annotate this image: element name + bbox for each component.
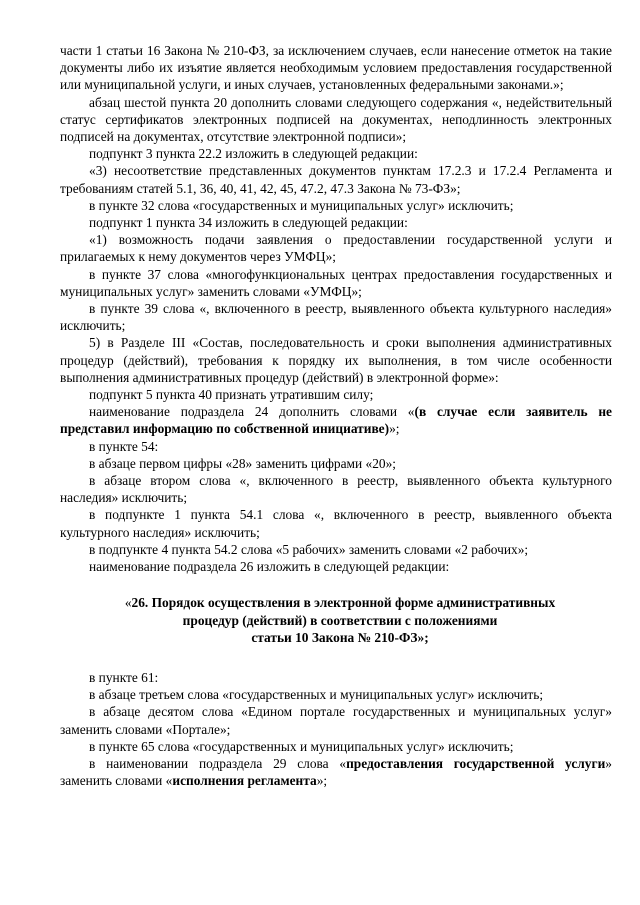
heading-line-1 [78, 594, 602, 611]
paragraph: в пункте 61: [89, 669, 159, 685]
paragraph: в пункте 37 слова «многофункциональных центрах предоставления государственных и муниципальных услуг» заменить словами «УМФЦ»; [60, 266, 612, 299]
heading-text: 26. Порядок осуществления в электронной форме административных [131, 595, 556, 611]
paragraph: подпункт 3 пункта 22.2 изложить в следующей редакции: [89, 146, 418, 162]
paragraph: в пункте 65 слова «государственных и муниципальных услуг» исключить; [89, 738, 514, 754]
bold-insert-text: (в случае если заявитель не представил информацию по собственной инициативе) [60, 404, 612, 437]
paragraph: части 1 статьи 16 Закона № 210-ФЗ, за исключением случаев, если нанесение отметок на такие документы либо их изъятие является необходимым условием предоставления государственной или муниципальной услуги, и иных случаев, установленных федеральными законами.»; [60, 43, 612, 93]
paragraph: 5) в Разделе III «Состав, последовательность и сроки выполнения административных процедур (действий), требования к порядку их выполнения, в том числе особенности выполнения административных процедур (действий) в электронной форме»: [60, 335, 612, 385]
bold-old-text: предоставления государственной услуги [346, 755, 606, 771]
paragraph-text: в наименовании подраздела 29 слова « [89, 755, 347, 771]
paragraph: «3) несоответствие представленных документов пунктам 17.2.3 и 17.2.4 Регламента и требованиям статей 5.1, 36, 40, 41, 42, 45, 47.2, 47.3 Закона № 73-ФЗ»; [60, 163, 612, 196]
paragraph: в подпункте 1 пункта 54.1 слова «, включенного в реестр, выявленного объекта культурного наследия» исключить; [60, 507, 612, 540]
paragraph-group-middle [60, 438, 612, 576]
paragraph: в абзаце первом цифры «28» заменить цифрами «20»; [89, 455, 397, 471]
paragraph-subsection-29 [60, 755, 612, 789]
paragraph: в абзаце втором слова «, включенного в реестр, выявленного объекта культурного наследия» исключить; [60, 473, 612, 506]
paragraph: «1) возможность подачи заявления о предоставлении государственной услуги и прилагаемых к нему документов через УМФЦ»; [60, 232, 612, 265]
heading-close-quote: »; [417, 629, 429, 645]
paragraph-group-bottom [60, 669, 612, 755]
paragraph: подпункт 5 пункта 40 признать утратившим силу; [89, 387, 374, 403]
paragraph-text: »; [316, 773, 328, 789]
paragraph-group-top [60, 42, 612, 403]
paragraph-text: »; [389, 421, 400, 437]
heading-text: статьи 10 Закона № 210-ФЗ [251, 629, 418, 645]
heading-open-quote: « [124, 595, 132, 611]
paragraph: подпункт 1 пункта 34 изложить в следующей редакции: [89, 215, 408, 231]
paragraph: в пункте 54: [89, 438, 159, 454]
paragraph-text: » заменить словами « [60, 755, 612, 789]
paragraph: в пункте 39 слова «, включенного в реестр, выявленного объекта культурного наследия» исключить; [60, 301, 612, 334]
paragraph-subsection-24 [60, 403, 612, 437]
subsection-26-heading [60, 594, 612, 646]
heading-line-2: процедур (действий) в соответствии с положениями [182, 612, 498, 628]
document-body [60, 42, 612, 789]
paragraph: в абзаце третьем слова «государственных и муниципальных услуг» исключить; [89, 687, 544, 703]
paragraph: в абзаце десятом слова «Едином портале государственных и муниципальных услуг» заменить словами «Портале»; [60, 704, 612, 737]
paragraph: в подпункте 4 пункта 54.2 слова «5 рабочих» заменить словами «2 рабочих»; [89, 541, 529, 557]
paragraph: в пункте 32 слова «государственных и муниципальных услуг» исключить; [89, 197, 514, 213]
heading-line-3 [78, 629, 602, 646]
paragraph-text: наименование подраздела 24 дополнить словами « [89, 404, 415, 420]
paragraph: абзац шестой пункта 20 дополнить словами следующего содержания «, недействительный статус сертификатов электронных подписей на документах, неподлинность электронных подписей на документах, отсутствие электронной подписи»; [60, 94, 612, 145]
paragraph: наименование подраздела 26 изложить в следующей редакции: [89, 559, 450, 575]
bold-new-text: исполнения регламента [172, 773, 317, 789]
